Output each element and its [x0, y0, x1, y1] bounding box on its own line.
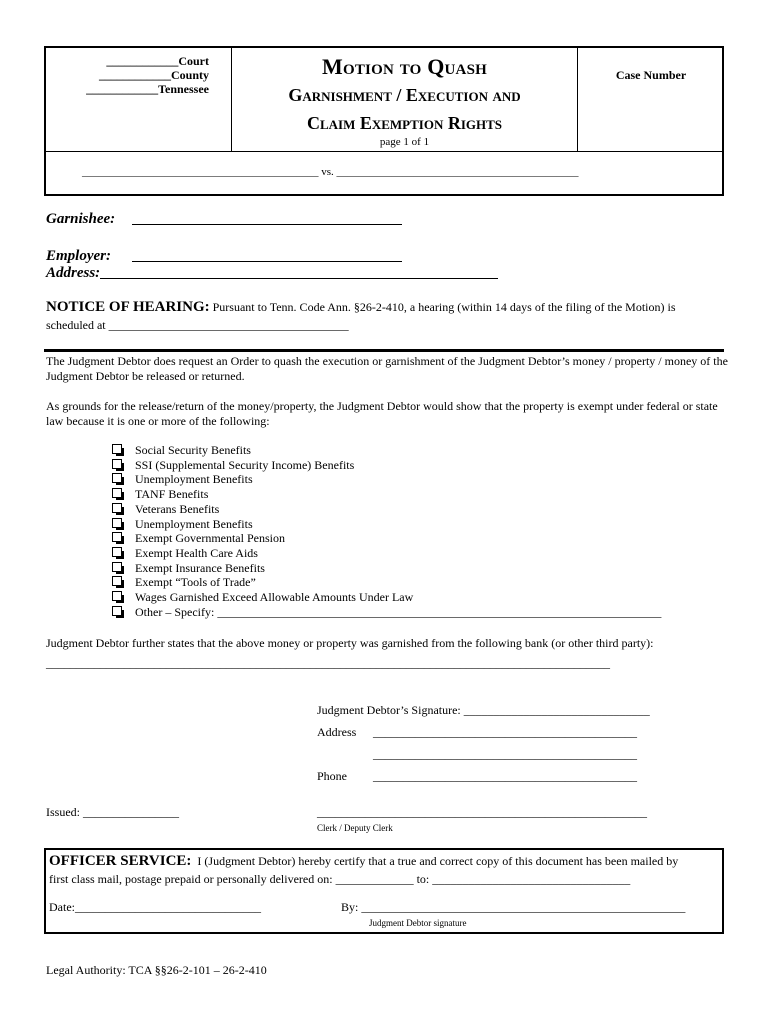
form-title: Motion to Quash — [322, 54, 487, 79]
phone-label: Phone — [317, 769, 347, 783]
garnishee-row — [46, 210, 115, 228]
checkbox-icon[interactable] — [112, 518, 122, 528]
employer-row — [46, 247, 111, 265]
issued-field[interactable]: Issued: ________________ — [46, 805, 179, 819]
sig-address-label: Address — [317, 725, 357, 739]
debtor-signature-field[interactable]: Judgment Debtor’s Signature: _______________________________ — [317, 703, 650, 717]
exemption-item: Veterans Benefits — [112, 502, 661, 517]
checkbox-icon[interactable] — [112, 459, 122, 469]
notice-of-hearing — [46, 298, 736, 334]
header-divider — [46, 151, 722, 152]
employer-field[interactable] — [132, 249, 402, 262]
exemption-list — [112, 443, 661, 619]
address-row — [46, 264, 100, 282]
by-signature-field[interactable]: By: ______________________________________________________ — [341, 900, 686, 914]
address-field[interactable] — [100, 266, 498, 279]
garnishee-label: Garnishee: — [46, 211, 116, 227]
date-field[interactable]: Date:_______________________________ — [49, 900, 261, 914]
exemption-item: Other – Specify: __________________________________________________________________________ — [112, 605, 661, 620]
checkbox-icon[interactable] — [112, 532, 122, 542]
checkbox-icon[interactable] — [112, 576, 122, 586]
checkbox-icon[interactable] — [112, 503, 122, 513]
exemption-item: Social Security Benefits — [112, 443, 661, 458]
form-subtitle-1: Garnishment / Execution and — [288, 85, 521, 105]
sig-address-field-1[interactable]: ____________________________________________ — [373, 725, 637, 739]
grounds-paragraph: As grounds for the release/return of the money/property, the Judgment Debtor would show that the property is exempt under federal or state law because it is one or more of the following: — [46, 399, 718, 428]
state-line[interactable]: ____________Tennessee — [86, 82, 209, 96]
employer-label: Employer: — [46, 248, 111, 264]
request-paragraph: The Judgment Debtor does request an Order to quash the execution or garnishment of the Judgment Debtor’s money / property / money of the Judgment Debtor be released or returned. — [46, 354, 728, 383]
bank-statement: Judgment Debtor further states that the above money or property was garnished from the following bank (or other third party): — [46, 636, 654, 650]
exemption-item: Unemployment Benefits — [112, 517, 661, 532]
officer-service-box — [44, 848, 724, 934]
delivery-field[interactable]: first class mail, postage prepaid or personally delivered on: _____________ to: _________________________________ — [49, 872, 631, 886]
checkbox-icon[interactable] — [112, 606, 122, 616]
exemption-item: SSI (Supplemental Security Income) Benefits — [112, 458, 661, 473]
officer-service-heading: OFFICER SERVICE: — [49, 853, 192, 869]
case-number-label: Case Number — [615, 68, 687, 82]
case-number-cell[interactable] — [577, 48, 724, 151]
exemption-item: Exempt Insurance Benefits — [112, 561, 661, 576]
exemption-item: Unemployment Benefits — [112, 472, 661, 487]
phone-field[interactable]: ____________________________________________ — [373, 769, 637, 783]
garnishee-field[interactable] — [132, 212, 402, 225]
legal-authority: Legal Authority: TCA §§26-2-101 – 26-2-410 — [46, 963, 267, 977]
parties-vs-line[interactable]: ___________________________________________ vs. ____________________________________________ — [82, 166, 579, 178]
notice-text: Pursuant to Tenn. Code Ann. §26-2-410, a hearing (within 14 days of the filing of the Motion) is — [212, 300, 676, 314]
exemption-item: Exempt Health Care Aids — [112, 546, 661, 561]
checkbox-icon[interactable] — [112, 473, 122, 483]
exemption-item: Wages Garnished Exceed Allowable Amounts Under Law — [112, 590, 661, 605]
checkbox-icon[interactable] — [112, 444, 122, 454]
exemption-item: TANF Benefits — [112, 487, 661, 502]
header-box — [44, 46, 724, 196]
section-rule — [44, 349, 724, 352]
exemption-item: Exempt Governmental Pension — [112, 531, 661, 546]
hearing-scheduled-field[interactable]: scheduled at ________________________________________ — [46, 318, 349, 332]
officer-certify-text: I (Judgment Debtor) hereby certify that a true and correct copy of this document has been mailed by — [197, 854, 679, 868]
checkbox-icon[interactable] — [112, 562, 122, 572]
notice-heading: NOTICE OF HEARING: — [46, 299, 210, 315]
form-subtitle-2: Claim Exemption Rights — [306, 113, 503, 133]
clerk-label: Clerk / Deputy Clerk — [317, 823, 393, 833]
checkbox-icon[interactable] — [112, 591, 122, 601]
checkbox-icon[interactable] — [112, 488, 122, 498]
court-cell — [46, 48, 232, 151]
clerk-signature-field[interactable]: _______________________________________________________ — [317, 805, 647, 819]
officer-service-text — [49, 852, 723, 870]
county-line[interactable]: ____________County — [98, 68, 209, 82]
debtor-signature-label: Judgment Debtor signature — [369, 918, 467, 928]
page-indicator: page 1 of 1 — [379, 136, 430, 148]
court-line[interactable]: ____________Court — [106, 54, 209, 68]
title-cell — [232, 48, 577, 151]
bank-field[interactable]: ______________________________________________________________________________________________ — [46, 656, 610, 670]
address-label: Address: — [46, 265, 101, 281]
checkbox-icon[interactable] — [112, 547, 122, 557]
exemption-item: Exempt “Tools of Trade” — [112, 575, 661, 590]
sig-address-field-2[interactable]: ____________________________________________ — [373, 747, 637, 761]
